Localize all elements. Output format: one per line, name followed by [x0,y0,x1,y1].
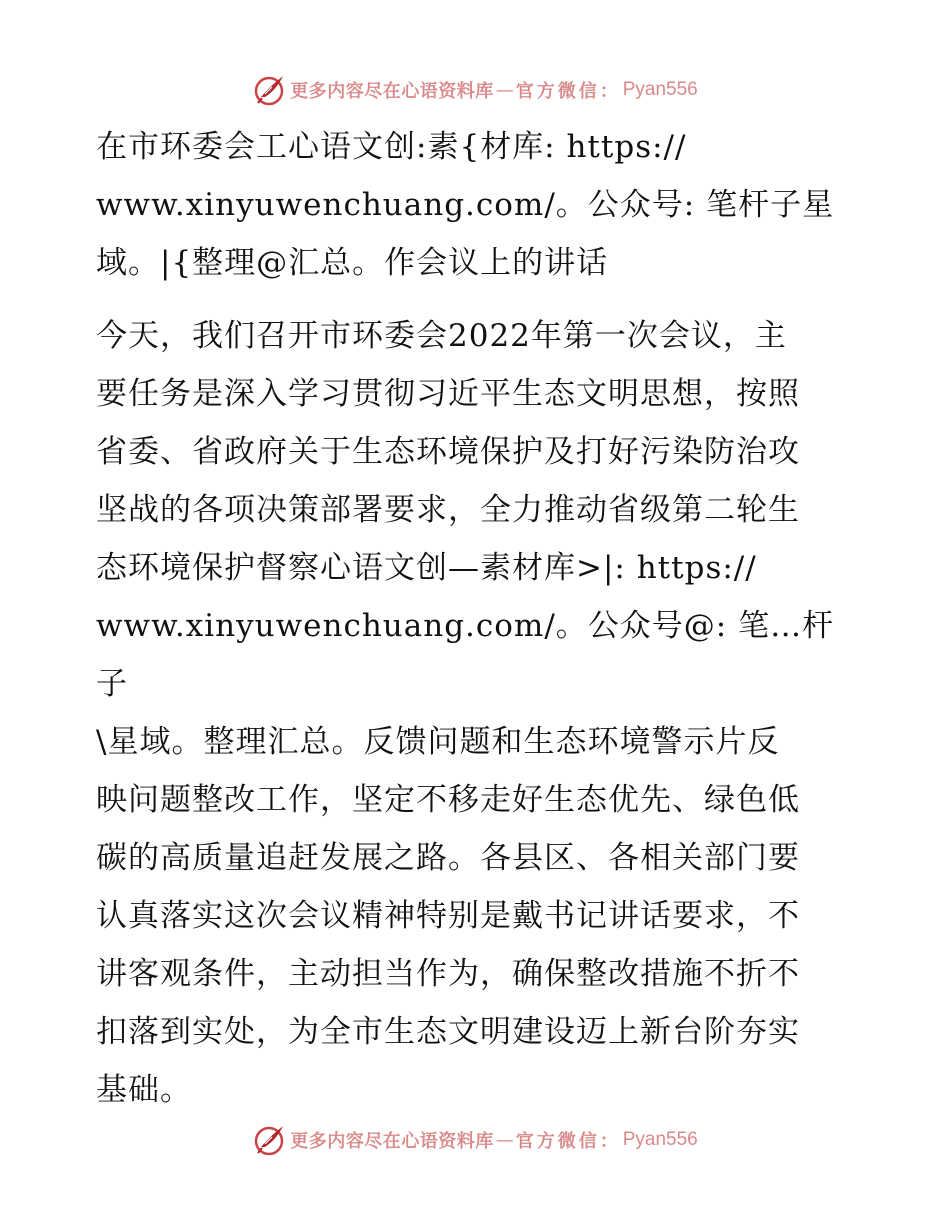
banner-dash: — [495,1129,514,1151]
banner-wechat-id: Pyan556 [622,1129,698,1150]
document-body-paragraph: 今天，我们召开市环委会2022年第一次会议，主 要任务是深入学习贯彻习近平生态文明思想，按照 省委、省政府关于生态环境保护及打好污染防治攻 坚战的各项决策部署要求，全力推动省级第二轮生 态环境保护督察心语文创—素材库>|: https:// www.xinyuwenchuang.com/。公众号@: 笔…杆子 \星域。整理汇总。反馈问题和生态环境警示片反 映问题整改工作，坚定不移走好生态优先、绿色低 碳的高质量追赶发展之路。各县区、各相关部门要 认真落实这次会议精神特别是戴书记讲话要求，不 讲客观条件，主动担当作为，确保整改措施不折不 扣落到实处，为全市生态文明建设迈上新台阶夯实 基础。 [96,318,835,1108]
quill-logo-icon [252,1123,288,1157]
banner-dash: — [495,79,514,101]
document-title-paragraph: 在市环委会工心语文创:素{材库: https:// www.xinyuwenchuang.com/。公众号: 笔杆子星 域。|{整理@汇总。作会议上的讲话 [96,129,835,281]
header-banner [0,70,950,110]
banner-brand-text: 更多内容尽在心语资料库 [290,81,494,102]
banner-wechat-label: 官方微信： [515,81,621,102]
banner-wechat-id: Pyan556 [622,79,698,100]
banner-brand-text: 更多内容尽在心语资料库 [290,1131,494,1152]
banner-wechat-label: 官方微信： [515,1131,621,1152]
quill-logo-icon [252,73,288,107]
footer-banner [0,1120,950,1160]
